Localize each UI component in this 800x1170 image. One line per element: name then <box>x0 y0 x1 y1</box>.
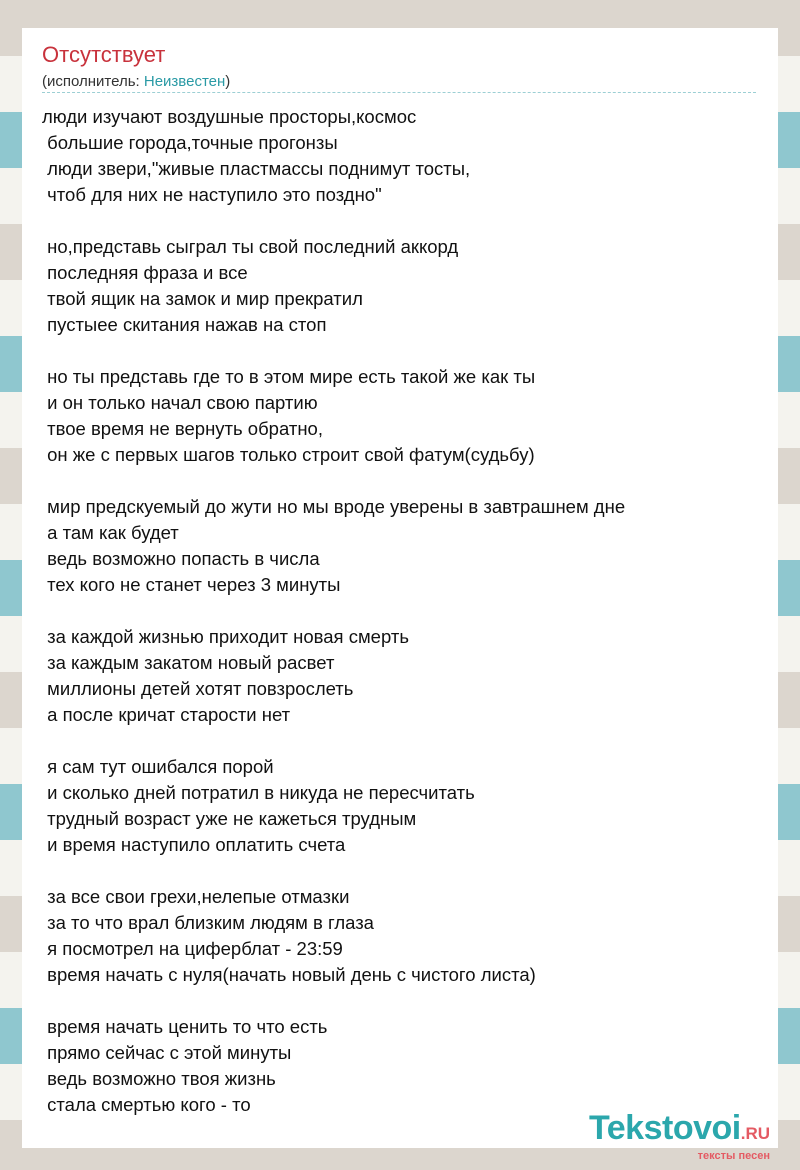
lyric-line: ведь возможно попасть в числа <box>42 548 320 569</box>
lyric-line: миллионы детей хотят повзрослеть <box>42 678 354 699</box>
lyric-line: но,представь сыграл ты свой последний аккорд <box>42 236 459 257</box>
lyric-line: ведь возможно твоя жизнь <box>42 1068 276 1089</box>
lyric-line: но ты представь где то в этом мире есть такой же как ты <box>42 366 536 387</box>
lyric-line: время начать ценить то что есть <box>42 1016 328 1037</box>
lyric-line: прямо сейчас с этой минуты <box>42 1042 292 1063</box>
lyric-line: трудный возраст уже не кажеться трудным <box>42 808 417 829</box>
stanza-break <box>42 728 772 754</box>
artist-prefix: (исполнитель: <box>42 73 144 90</box>
lyric-line: твой ящик на замок и мир прекратил <box>42 288 363 309</box>
lyric-line: за все свои грехи,нелепые отмазки <box>42 886 350 907</box>
lyric-line: за каждой жизнью приходит новая смерть <box>42 626 409 647</box>
lyric-line: а там как будет <box>42 522 179 543</box>
lyric-line: я сам тут ошибался порой <box>42 756 274 777</box>
song-title: Отсутствует <box>42 42 166 67</box>
lyric-line: за то что врал близким людям в глаза <box>42 912 374 933</box>
stanza-break <box>42 468 772 494</box>
lyric-line: твое время не вернуть обратно, <box>42 418 323 439</box>
logo-tagline: тексты песен <box>697 1150 770 1162</box>
lyric-line: последняя фраза и все <box>42 262 248 283</box>
lyric-line: большие города,точные прогонзы <box>42 132 338 153</box>
lyric-line: и сколько дней потратил в никуда не пересчитать <box>42 782 475 803</box>
lyric-line: он же с первых шагов только строит свой фатум(судьбу) <box>42 444 535 465</box>
lyric-line: пустыее скитания нажав на стоп <box>42 314 327 335</box>
lyric-line: время начать с нуля(начать новый день с чистого листа) <box>42 964 536 985</box>
logo-tld: .RU <box>740 1124 770 1143</box>
stanza-break <box>42 988 772 1014</box>
divider <box>42 92 756 93</box>
lyric-line: и он только начал свою партию <box>42 392 318 413</box>
logo-name: Tekstovoi <box>589 1109 741 1147</box>
lyric-line: люди изучают воздушные просторы,космос <box>42 106 417 127</box>
lyric-line: я посмотрел на циферблат - 23:59 <box>42 938 343 959</box>
lyric-line: за каждым закатом новый расвет <box>42 652 335 673</box>
site-logo[interactable] <box>589 1109 770 1148</box>
lyric-line: и время наступило оплатить счета <box>42 834 346 855</box>
stanza-break <box>42 208 772 234</box>
lyric-line: люди звери,"живые пластмассы поднимут тосты, <box>42 158 471 179</box>
lyric-line: стала смертью кого - то <box>42 1094 251 1115</box>
artist-link[interactable]: Неизвестен <box>143 73 226 90</box>
lyric-line: а после кричат старости нет <box>42 704 291 725</box>
stanza-break <box>42 338 772 364</box>
stanza-break <box>42 598 772 624</box>
stanza-break <box>42 858 772 884</box>
artist-line <box>42 73 230 90</box>
lyrics-body <box>42 104 772 1118</box>
lyrics-card <box>22 28 778 1148</box>
lyric-line: мир предскуемый до жути но мы вроде уверены в завтрашнем дне <box>42 496 626 517</box>
lyric-line: тех кого не станет через 3 минуты <box>42 574 341 595</box>
artist-suffix: ) <box>225 73 231 90</box>
lyric-line: чтоб для них не наступило это поздно" <box>42 184 382 205</box>
